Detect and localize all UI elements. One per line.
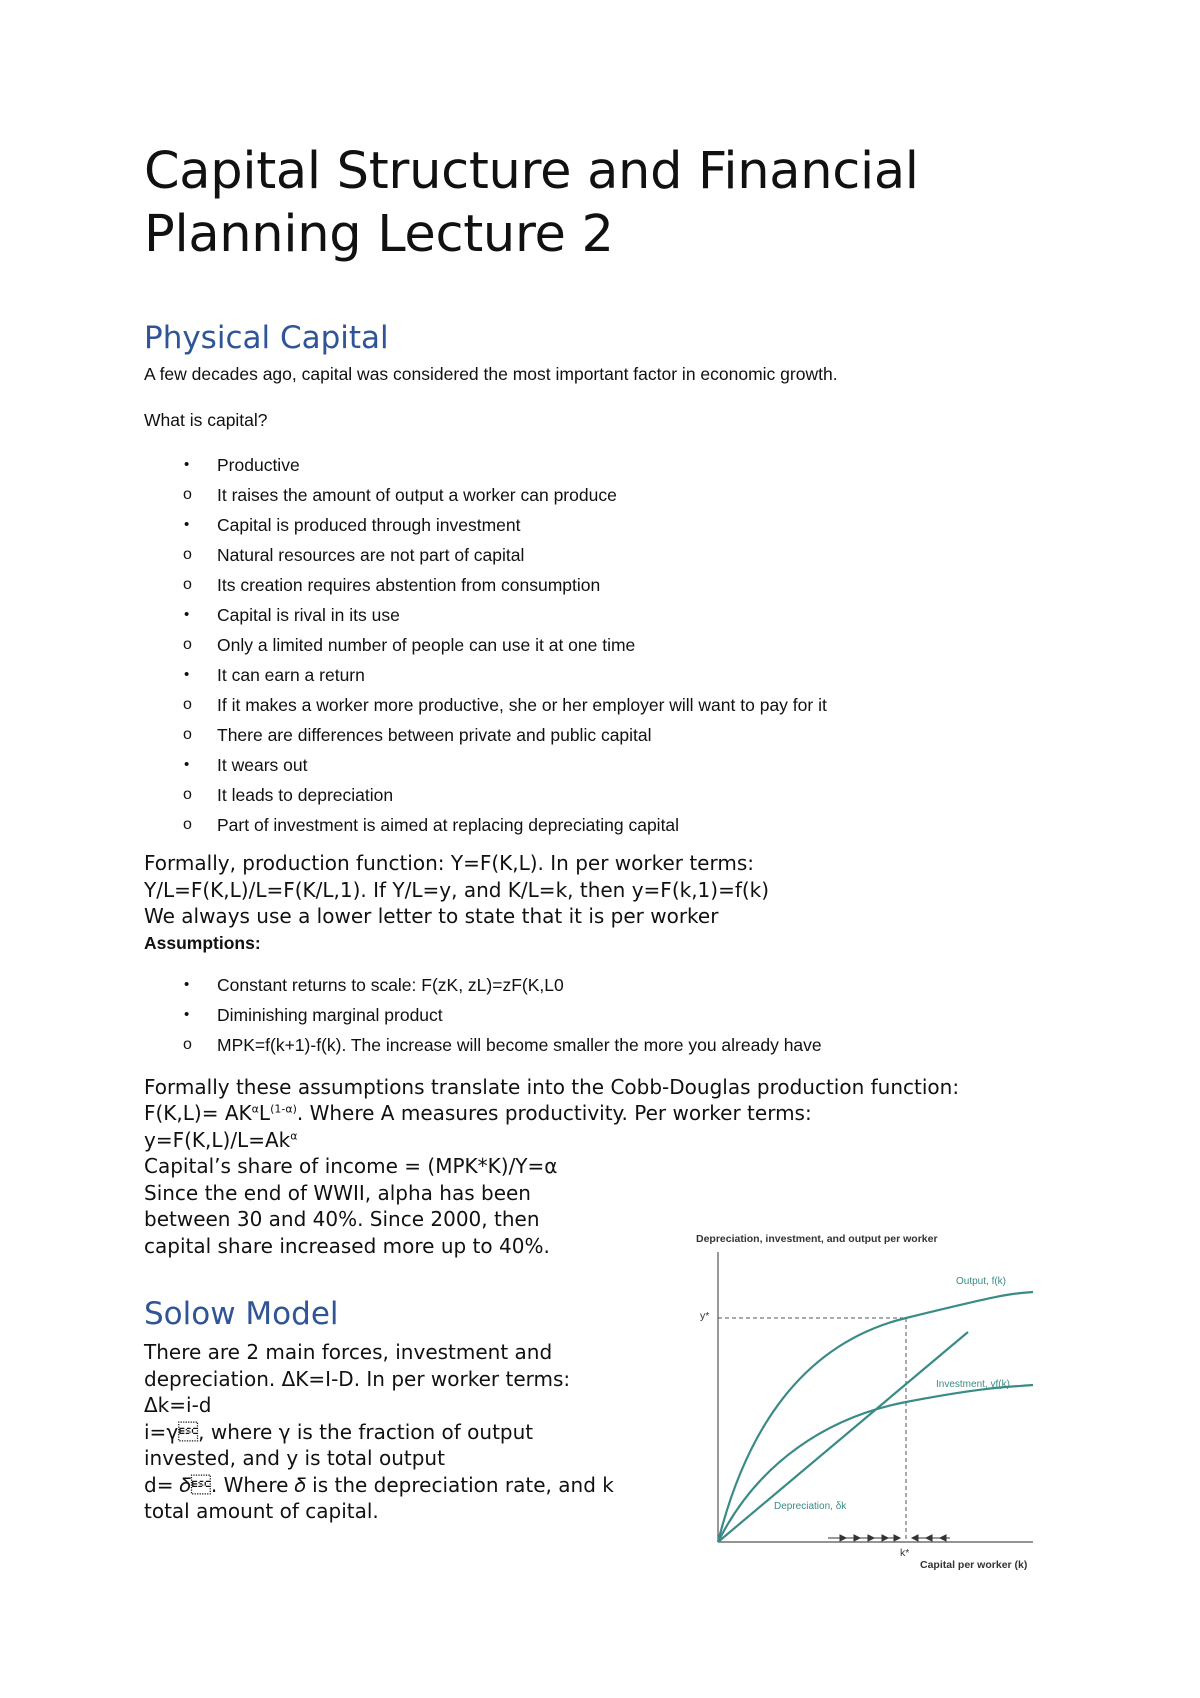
- bullet-text: It can earn a return: [217, 665, 365, 685]
- alpha-line-2: between 30 and 40%. Since 2000, then: [144, 1207, 540, 1231]
- solow-line: There are 2 main forces, investment and: [144, 1340, 553, 1364]
- bullet-item: [144, 970, 1084, 1000]
- solow-line: depreciation. ΔK=I-D. In per worker terms:: [144, 1366, 571, 1391]
- sub-bullet-list: [144, 690, 1084, 750]
- bullet-text: It wears out: [217, 755, 308, 775]
- sub-bullet-item: [144, 810, 1084, 840]
- bullet-item: [144, 510, 1084, 540]
- depreciation-label: Depreciation, δk: [774, 1501, 847, 1512]
- bullet-text: Productive: [217, 455, 300, 475]
- circle-bullet-icon: o: [183, 696, 192, 713]
- sub-bullet-wrapper: [144, 780, 1084, 840]
- solow-diagram: [688, 1222, 1050, 1572]
- section-heading-physical-capital: Physical Capital: [144, 320, 389, 356]
- sub-bullet-item: [144, 630, 1084, 660]
- bullet-dot-icon: •: [184, 456, 190, 473]
- sub-bullet-wrapper: [144, 1030, 1084, 1060]
- sub-bullet-list: [144, 1030, 1084, 1060]
- bullet-item: [144, 750, 1084, 780]
- y-star-label: y*: [700, 1310, 710, 1322]
- sub-bullet-wrapper: [144, 690, 1084, 750]
- solow-line: i=γ, where γ is the fraction of output: [144, 1419, 534, 1444]
- section-heading-solow-model: Solow Model: [144, 1296, 339, 1332]
- sub-bullet-text: There are differences between private and public capital: [217, 725, 652, 745]
- bullet-item: [144, 600, 1084, 630]
- circle-bullet-icon: o: [183, 816, 192, 833]
- alpha-line-1: Since the end of WWII, alpha has been: [144, 1180, 531, 1205]
- sub-bullet-list: [144, 780, 1084, 840]
- sub-bullet-text: Part of investment is aimed at replacing depreciating capital: [217, 815, 680, 835]
- sub-bullet-text: It leads to depreciation: [217, 785, 394, 805]
- formally-line-1: Formally, production function: Y=F(K,L). In per worker terms:: [144, 851, 754, 875]
- circle-bullet-icon: o: [183, 576, 192, 593]
- assumptions-bullet-list: [144, 970, 1084, 1060]
- figure-title: Depreciation, investment, and output per worker: [696, 1233, 938, 1245]
- formally-line-3: We always use a lower letter to state that it is per worker: [144, 904, 719, 928]
- assumptions-label: Assumptions:: [144, 932, 261, 953]
- output-label: Output, f(k): [956, 1276, 1007, 1287]
- sub-bullet-wrapper: [144, 540, 1084, 600]
- solow-line: Δk=i-d: [144, 1393, 212, 1417]
- sub-bullet-item: [144, 1030, 1084, 1060]
- bullet-dot-icon: •: [184, 516, 190, 533]
- sub-bullet-text: If it makes a worker more productive, she or her employer will want to pay for it: [217, 695, 827, 715]
- sub-bullet-item: [144, 780, 1084, 810]
- bullet-item: [144, 660, 1084, 690]
- formally-line-2: Y/L=F(K,L)/L=F(K/L,1). If Y/L=y, and K/L=k, then y=F(k,1)=f(k): [144, 877, 770, 902]
- circle-bullet-icon: o: [183, 486, 192, 503]
- sub-bullet-wrapper: [144, 630, 1084, 660]
- sub-bullet-list: [144, 630, 1084, 660]
- sub-bullet-text: Its creation requires abstention from consumption: [217, 575, 601, 595]
- circle-bullet-icon: o: [183, 786, 192, 803]
- solow-line: total amount of capital.: [144, 1499, 379, 1523]
- sub-bullet-item: [144, 720, 1084, 750]
- x-axis-label: Capital per worker (k): [920, 1559, 1028, 1571]
- bullet-dot-icon: •: [184, 756, 190, 773]
- bullet-dot-icon: •: [184, 606, 190, 623]
- question-paragraph: What is capital?: [144, 410, 268, 430]
- bullet-text: Diminishing marginal product: [217, 1004, 443, 1025]
- cobb-douglas-line-3: $y=F(K,L)/L=Ak^\alpha$: [144, 1127, 298, 1152]
- bullet-dot-icon: •: [184, 975, 190, 993]
- capital-bullet-list: [144, 450, 1084, 840]
- sub-bullet-text: MPK=f(k+1)-f(k). The increase will become smaller the more you already have: [217, 1034, 822, 1055]
- bullet-text: Capital is rival in its use: [217, 605, 400, 625]
- sub-bullet-text: Natural resources are not part of capital: [217, 545, 525, 565]
- sub-bullet-list: [144, 480, 1084, 510]
- solow-line: invested, and y is total output: [144, 1446, 445, 1470]
- sub-bullet-list: [144, 540, 1084, 600]
- capital-share-line: Capital’s share of income = (MPK*K)/Y=α: [144, 1154, 558, 1178]
- sub-bullet-text: It raises the amount of output a worker can produce: [217, 485, 617, 505]
- sub-bullet-item: [144, 570, 1084, 600]
- solow-line: d= 𝛿. Where 𝛿 is the depreciation rate, and k: [144, 1472, 614, 1497]
- sub-bullet-text: Only a limited number of people can use it at one time: [217, 635, 636, 655]
- k-star-label: k*: [900, 1547, 910, 1559]
- circle-bullet-icon: o: [183, 546, 192, 563]
- document-title: Capital Structure and Financial Planning Lecture 2: [144, 142, 919, 264]
- intro-paragraph: A few decades ago, capital was considered the most important factor in economic growth.: [144, 364, 838, 384]
- solow-diagram-svg: [688, 1222, 1050, 1572]
- circle-bullet-icon: o: [183, 726, 192, 743]
- bullet-text: Constant returns to scale: F(zK, zL)=zF(K,L0: [217, 974, 564, 995]
- sub-bullet-wrapper: [144, 480, 1084, 510]
- circle-bullet-icon: o: [183, 1035, 192, 1053]
- investment-label: Investment, γf(k): [936, 1379, 1010, 1390]
- sub-bullet-item: [144, 480, 1084, 510]
- circle-bullet-icon: o: [183, 636, 192, 653]
- bullet-text: Capital is produced through investment: [217, 515, 521, 535]
- figure-background: [688, 1222, 1050, 1572]
- cobb-douglas-line-1: Formally these assumptions translate into the Cobb-Douglas production function:: [144, 1074, 960, 1099]
- bullet-item: [144, 450, 1084, 480]
- bullet-item: [144, 1000, 1084, 1030]
- bullet-dot-icon: •: [184, 666, 190, 683]
- alpha-line-3: capital share increased more up to 40%.: [144, 1233, 550, 1258]
- sub-bullet-item: [144, 690, 1084, 720]
- sub-bullet-item: [144, 540, 1084, 570]
- cobb-douglas-line-2: $F(K,L)= AK^\alpha L^{(1-\alpha)}$. Where A measures productivity. Per worker terms:: [144, 1101, 812, 1125]
- bullet-dot-icon: •: [184, 1005, 190, 1023]
